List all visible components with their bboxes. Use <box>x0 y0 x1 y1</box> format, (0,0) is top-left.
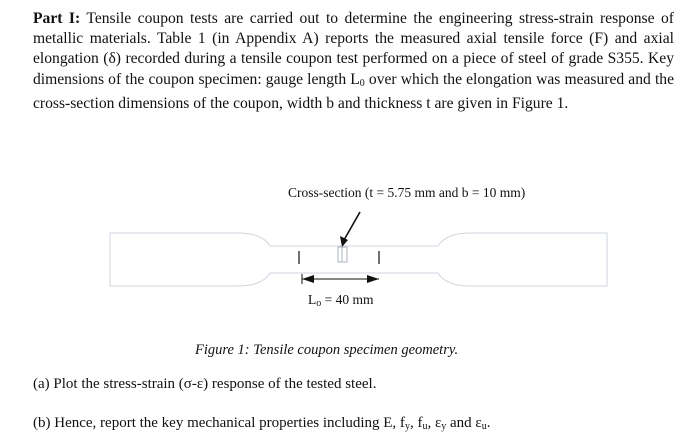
coupon-outline <box>110 233 607 286</box>
gauge-length-label: $L_o = 40$ mm <box>308 292 374 309</box>
part-label: Part I: <box>33 10 81 27</box>
figure-caption: Figure 1: Tensile coupon specimen geometry. <box>195 342 459 358</box>
cross-section-pointer <box>344 212 360 240</box>
gauge-length-subscript: 0 <box>359 77 365 89</box>
pointer-arrowhead <box>340 236 348 247</box>
question-b: (b) Hence, report the key mechanical properties including E, $f_y$, $f_u$, $\varepsilon_y$ and $\varepsilon_u$. <box>33 415 491 432</box>
paragraph-text-2: over which the elongation was measured and the cross-section dimensions of the coupon, width b and thickness t are given in Figure 1. <box>33 70 674 112</box>
cross-section-label: Cross-section (t = 5.75 mm and b = 10 mm) <box>288 185 526 200</box>
question-a: (a) Plot the stress-strain (σ-ε) response of the tested steel. <box>33 376 377 392</box>
paragraph-text-1: Tensile coupon tests are carried out to determine the engineering stress-strain response of metallic materials. Table 1 (in Appendix A) reports the measured axial tensile force (F) and axial elongation (δ) recorded during a tensile coupon test performed on a piece of steel of grade S355. Key dimensions of the coupon specimen: gauge length L <box>33 10 674 88</box>
section-mark <box>338 247 347 262</box>
